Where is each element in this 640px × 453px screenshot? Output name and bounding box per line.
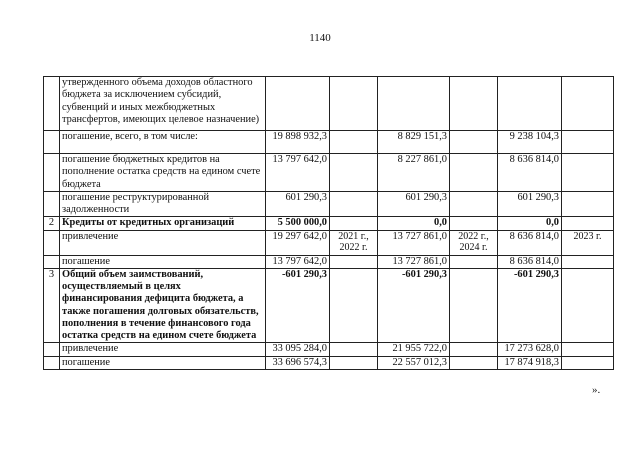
value-2021: 19 898 932,3 — [266, 131, 330, 154]
term-2021 — [330, 356, 378, 369]
term-2022 — [450, 154, 498, 192]
value-2023 — [498, 77, 562, 131]
term-2021: 2021 г., 2022 г. — [330, 230, 378, 255]
value-2021: -601 290,3 — [266, 268, 330, 343]
value-2022: -601 290,3 — [378, 268, 450, 343]
page-number: 1140 — [309, 32, 331, 44]
value-2021: 33 095 284,0 — [266, 343, 330, 356]
term-2022 — [450, 343, 498, 356]
table-row — [44, 230, 614, 255]
table-row — [44, 154, 614, 192]
table-row — [44, 77, 614, 131]
row-label: Общий объем заимствований, осуществляемый в целях финансирования дефицита бюджета, а также погашения долговых обязательств, пополнения в течение финансового года остатка средств на едином счете бюджета — [60, 268, 266, 343]
term-2022 — [450, 356, 498, 369]
value-2022: 21 955 722,0 — [378, 343, 450, 356]
row-label: погашение — [60, 255, 266, 268]
value-2021: 601 290,3 — [266, 191, 330, 217]
row-label: привлечение — [60, 230, 266, 255]
closing-quote: ». — [592, 384, 601, 396]
term-2023 — [562, 268, 614, 343]
row-index — [44, 131, 60, 154]
value-2022 — [378, 77, 450, 131]
value-2023: 0,0 — [498, 217, 562, 230]
term-2023 — [562, 77, 614, 131]
term-2021 — [330, 255, 378, 268]
term-2021 — [330, 77, 378, 131]
value-2021 — [266, 77, 330, 131]
term-2022 — [450, 131, 498, 154]
term-2021 — [330, 191, 378, 217]
row-index: 2 — [44, 217, 60, 230]
term-2021 — [330, 268, 378, 343]
value-2022: 0,0 — [378, 217, 450, 230]
row-label: погашение бюджетных кредитов на пополнение остатка средств на едином счете бюджета — [60, 154, 266, 192]
table-row — [44, 268, 614, 343]
term-2021 — [330, 217, 378, 230]
row-label: утвержденного объема доходов областного бюджета за исключением субсидий, субвенций и иных межбюджетных трансфертов, имеющих целевое назначение) — [60, 77, 266, 131]
row-index — [44, 356, 60, 369]
row-index — [44, 230, 60, 255]
term-2022 — [450, 268, 498, 343]
table-row — [44, 343, 614, 356]
row-index — [44, 77, 60, 131]
value-2022: 13 727 861,0 — [378, 255, 450, 268]
row-index — [44, 255, 60, 268]
term-2023 — [562, 255, 614, 268]
term-2023 — [562, 343, 614, 356]
value-2021: 33 696 574,3 — [266, 356, 330, 369]
value-2022: 8 227 861,0 — [378, 154, 450, 192]
value-2023: 9 238 104,3 — [498, 131, 562, 154]
term-2023 — [562, 131, 614, 154]
row-index — [44, 343, 60, 356]
term-2023 — [562, 217, 614, 230]
borrowing-program-table — [43, 76, 614, 370]
value-2023: 17 273 628,0 — [498, 343, 562, 356]
value-2023: 17 874 918,3 — [498, 356, 562, 369]
row-label: погашение, всего, в том числе: — [60, 131, 266, 154]
row-label: погашение реструктурированной задолженности — [60, 191, 266, 217]
term-2022 — [450, 217, 498, 230]
table-row — [44, 217, 614, 230]
value-2023: 601 290,3 — [498, 191, 562, 217]
term-2022 — [450, 77, 498, 131]
table-row — [44, 131, 614, 154]
term-2022 — [450, 191, 498, 217]
term-2021 — [330, 343, 378, 356]
table-row — [44, 356, 614, 369]
term-2022 — [450, 255, 498, 268]
row-label: привлечение — [60, 343, 266, 356]
term-2023 — [562, 154, 614, 192]
term-2023 — [562, 356, 614, 369]
value-2023: 8 636 814,0 — [498, 255, 562, 268]
row-label: Кредиты от кредитных организаций — [60, 217, 266, 230]
row-index — [44, 191, 60, 217]
value-2023: -601 290,3 — [498, 268, 562, 343]
table-row — [44, 255, 614, 268]
term-2022: 2022 г., 2024 г. — [450, 230, 498, 255]
table-row — [44, 191, 614, 217]
value-2022: 601 290,3 — [378, 191, 450, 217]
row-index — [44, 154, 60, 192]
row-index: 3 — [44, 268, 60, 343]
value-2022: 22 557 012,3 — [378, 356, 450, 369]
term-2021 — [330, 131, 378, 154]
value-2023: 8 636 814,0 — [498, 154, 562, 192]
value-2022: 13 727 861,0 — [378, 230, 450, 255]
term-2021 — [330, 154, 378, 192]
value-2021: 13 797 642,0 — [266, 255, 330, 268]
value-2023: 8 636 814,0 — [498, 230, 562, 255]
value-2021: 5 500 000,0 — [266, 217, 330, 230]
row-label: погашение — [60, 356, 266, 369]
term-2023: 2023 г. — [562, 230, 614, 255]
value-2021: 13 797 642,0 — [266, 154, 330, 192]
value-2022: 8 829 151,3 — [378, 131, 450, 154]
term-2023 — [562, 191, 614, 217]
value-2021: 19 297 642,0 — [266, 230, 330, 255]
